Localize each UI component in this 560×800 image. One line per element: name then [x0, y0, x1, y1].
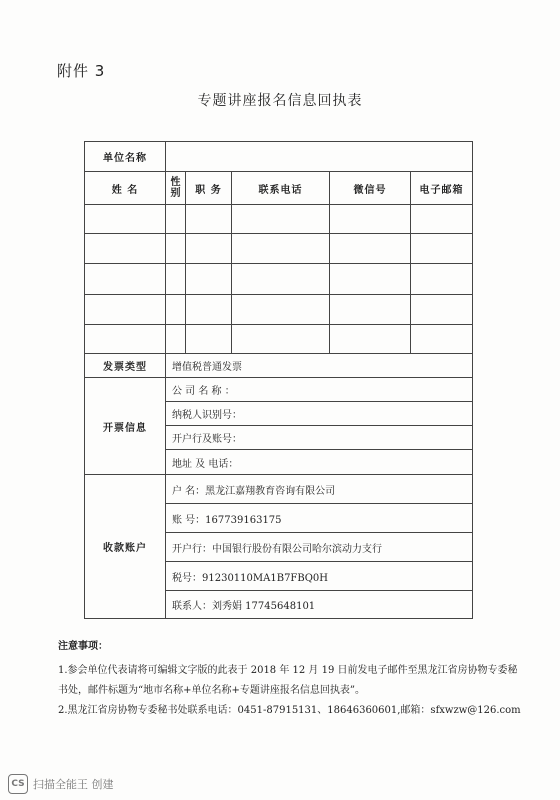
unit-name-label: 单位名称 — [85, 142, 166, 172]
account-label: 收款账户 — [85, 475, 166, 619]
attendee-row[interactable] — [85, 264, 473, 295]
bank-account-field[interactable]: 开户行及账号： — [166, 426, 473, 450]
invoicing-info-label: 开票信息 — [85, 378, 166, 475]
address-phone-field[interactable]: 地址 及 电话： — [166, 450, 473, 475]
contact-person: 联系人：刘秀娟 17745648101 — [166, 591, 473, 619]
header-position: 职 务 — [186, 172, 232, 205]
account-number: 账 号：167739163175 — [166, 504, 473, 533]
header-phone: 联系电话 — [232, 172, 330, 205]
account-bank: 开户行：中国银行股份有限公司哈尔滨动力支行 — [166, 533, 473, 562]
form-title: 专题讲座报名信息回执表 — [197, 93, 363, 109]
account-row — [85, 475, 473, 504]
invoice-type-row — [85, 354, 473, 378]
unit-name-row — [85, 142, 473, 172]
attendee-row[interactable] — [85, 295, 473, 325]
watermark-text: 扫描全能王 创建 — [33, 778, 114, 791]
notes-section — [58, 637, 528, 721]
invoice-type-value: 增值税普通发票 — [166, 354, 473, 378]
scanner-watermark — [8, 774, 114, 794]
invoicing-row — [85, 378, 473, 402]
attendee-row[interactable] — [85, 325, 473, 354]
invoice-type-label: 发票类型 — [85, 354, 166, 378]
registration-form-table — [84, 141, 473, 619]
notes-heading: 注意事项： — [58, 641, 108, 652]
header-name: 姓 名 — [85, 172, 166, 205]
header-wechat: 微信号 — [330, 172, 411, 205]
unit-name-input[interactable] — [166, 142, 473, 172]
attachment-label: 附件 3 — [57, 62, 106, 80]
taxpayer-id-field[interactable]: 纳税人识别号： — [166, 402, 473, 426]
company-name-field[interactable]: 公 司 名 称 ： — [166, 378, 473, 402]
note-item-1: 1.参会单位代表请将可编辑文字版的此表于 2018 年 12 月 19 日前发电子邮件至黑龙江省房协物专委秘 — [58, 665, 518, 676]
account-name: 户 名：黑龙江嘉翔教育咨询有限公司 — [166, 475, 473, 504]
header-sex: 性别 — [166, 172, 186, 205]
camscanner-logo-icon: CS — [8, 774, 28, 794]
attendee-row[interactable] — [85, 205, 473, 234]
header-row — [85, 172, 473, 205]
tax-number: 税号：91230110MA1B7FBQ0H — [166, 562, 473, 591]
attendee-row[interactable] — [85, 234, 473, 264]
header-email: 电子邮箱 — [411, 172, 473, 205]
note-item-2: 2.黑龙江省房协物专委秘书处联系电话：0451-87915131、18646360601,邮箱：sfxwzw@126.com — [58, 705, 521, 716]
note-item-1-continued: 书处，邮件标题为“地市名称+单位名称+专题讲座报名信息回执表”。 — [58, 685, 365, 696]
